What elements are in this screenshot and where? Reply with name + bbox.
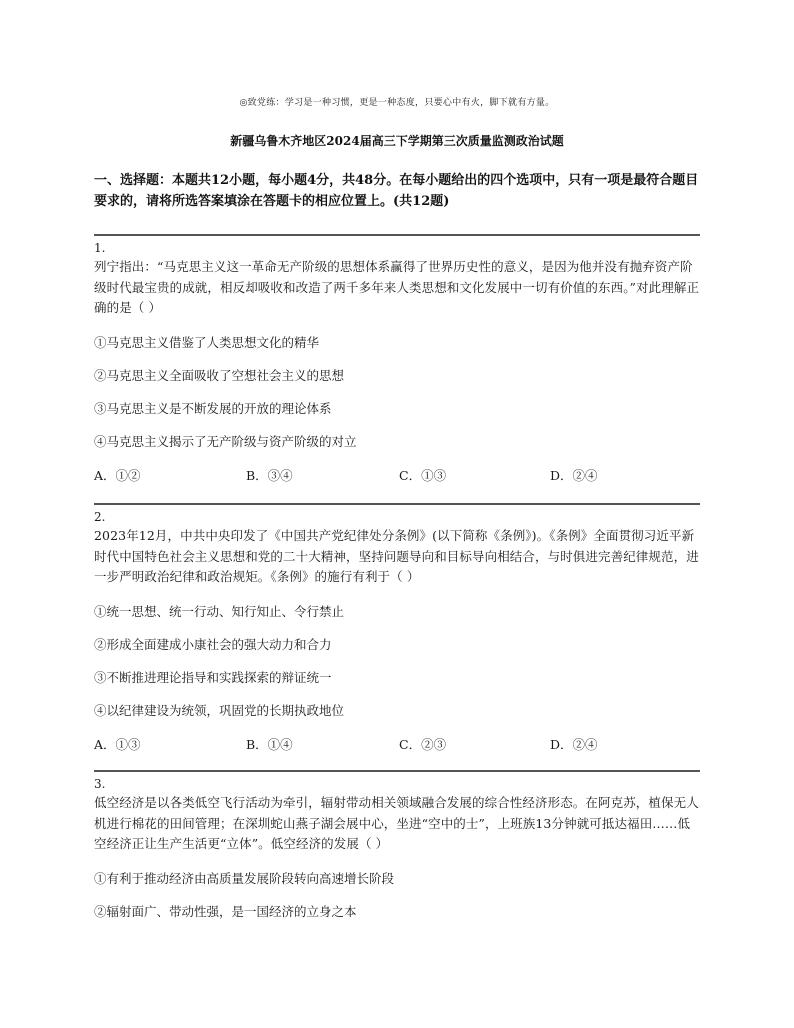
question-1 bbox=[94, 234, 700, 484]
statement-option: ③不断推进理论指导和实践探索的辩证统一 bbox=[94, 669, 332, 685]
question-number: 3. bbox=[94, 777, 106, 791]
choice-a[interactable]: A．①③ bbox=[94, 736, 141, 752]
statement-option: ④马克思主义揭示了无产阶级与资产阶级的对立 bbox=[94, 433, 357, 449]
divider bbox=[94, 770, 700, 772]
statement-option: ②形成全面建成小康社会的强大动力和合力 bbox=[94, 636, 332, 652]
answer-choices bbox=[94, 466, 700, 484]
motto-line: ◎致党练：学习是一种习惯，更是一种态度，只要心中有火，脚下就有方量。 bbox=[239, 98, 555, 108]
question-2 bbox=[94, 503, 700, 753]
question-stem: 2023年12月，中共中央印发了《中国共产党纪律处分条例》(以下简称《条例》)。《条例》全面贯彻习近平新时代中国特色社会主义思想和党的二十大精神，坚持问题导向和目标导向相结合，与时俱进完善纪律规范，进一步严明政治纪律和政治规矩。《条例》的施行有利于（ ） bbox=[94, 528, 699, 584]
choice-c[interactable]: C．②③ bbox=[399, 736, 447, 752]
choice-c[interactable]: C．①③ bbox=[399, 467, 447, 483]
question-stem: 低空经济是以各类低空飞行活动为牵引，辐射带动相关领域融合发展的综合性经济形态。在阿克苏，植保无人机进行棉花的田间管理；在深圳蛇山燕子湖会展中心，坐进“空中的士”，上班族13分钟就可抵达福田……低空经济正让生产生活更“立体”。低空经济的发展（ ） bbox=[94, 795, 699, 851]
statement-option: ②马克思主义全面吸收了空想社会主义的思想 bbox=[94, 367, 345, 383]
divider bbox=[94, 503, 700, 505]
answer-choices bbox=[94, 735, 700, 753]
statement-option: ②辐射面广、带动性强，是一国经济的立身之本 bbox=[94, 903, 357, 919]
question-number: 1. bbox=[94, 241, 106, 255]
question-3 bbox=[94, 770, 700, 921]
document-title: 新疆乌鲁木齐地区2024届高三下学期第三次质量监测政治试题 bbox=[230, 134, 564, 148]
statement-option: ①马克思主义借鉴了人类思想文化的精华 bbox=[94, 334, 320, 350]
statement-option: ③马克思主义是不断发展的开放的理论体系 bbox=[94, 400, 332, 416]
choice-d[interactable]: D．②④ bbox=[550, 736, 598, 752]
section-heading: 一、选择题：本题共12小题，每小题4分，共48分。在每小题给出的四个选项中，只有一项是最符合题目要求的，请将所选答案填涂在答题卡的相应位置上。(共12题) bbox=[94, 173, 699, 209]
statement-option: ④以纪律建设为统领，巩固党的长期执政地位 bbox=[94, 702, 345, 718]
choice-b[interactable]: B．①④ bbox=[246, 736, 293, 752]
choice-d[interactable]: D．②④ bbox=[550, 467, 598, 483]
question-stem: 列宁指出：“马克思主义这一革命无产阶级的思想体系赢得了世界历史性的意义，是因为他并没有抛弃资产阶级时代最宝贵的成就，相反却吸收和改造了两千多年来人类思想和文化发展中一切有价值的东西。”对此理解正确的是（ ） bbox=[94, 259, 700, 315]
statement-option: ①有利于推动经济由高质量发展阶段转向高速增长阶段 bbox=[94, 870, 395, 886]
statement-option: ①统一思想、统一行动、知行知止、令行禁止 bbox=[94, 603, 345, 619]
choice-b[interactable]: B．③④ bbox=[246, 467, 293, 483]
question-number: 2. bbox=[94, 510, 106, 524]
divider bbox=[94, 234, 700, 236]
choice-a[interactable]: A．①② bbox=[94, 467, 141, 483]
